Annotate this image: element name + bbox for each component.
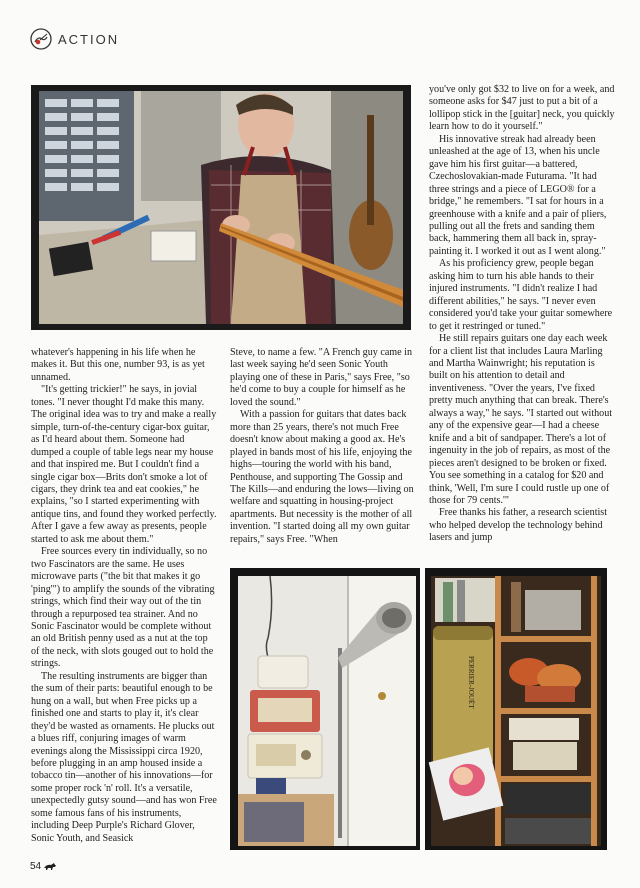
article-column-middle — [230, 347, 416, 546]
animal-silhouette-icon — [43, 862, 57, 871]
workshop-photo — [31, 85, 411, 330]
article-column-right-top — [429, 84, 615, 545]
paragraph: Free thanks his father, a research scientist who helped develop the technology behind lasers and jump — [429, 507, 608, 544]
paragraph: whatever's happening in his life when he makes it. But this one, number 93, is as yet unnamed. — [31, 347, 205, 383]
article-column-left — [31, 347, 217, 845]
gramophone-horn-photo — [230, 568, 420, 850]
paragraph: Free sources every tin individually, so no two Fascinators are the same. He uses microwave parts ("the bit that makes it go 'ping'") to amplify the sounds of the vibrating strings, which find their way out of the tin through a repurposed tea strainer. And no Sonic Fascinator would be complete without an old British penny used as a nut at the top of the neck, with slots gouged out to hold the strings. — [31, 546, 215, 670]
paragraph: With a passion for guitars that dates back more than 25 years, there's not much Free doesn't know about making a good ax. He's played in bands most of his life, enjoying the highs—touring the world with his band, Penthouse, and supporting The Gossip and The Kills—and enduring the lows—living on welfare and squatting in housing-project apartments. But necessity is the mother of all invention. "I started doing all my own guitar repairs," says Free. "When — [230, 409, 414, 545]
page-footer — [30, 861, 57, 872]
paragraph: Steve, to name a few. "A French guy came in last week saying he'd seen Sonic Youth playing one of these in Paris," says Free, "so he'd come to buy a couple for himself as he loved the sound." — [230, 347, 413, 408]
paragraph: He still repairs guitars one day each week for a client list that includes Laura Marling and Martha Wainwright; his reputation is built on his attention to detail and inventiveness. "Over the years, I've fixed pretty much anything that can break. There's always a way," he says. "I started out without any of the expensive gear—I had a cheese knife and a bit of sandpaper. There's a lot of ingenuity in the job of repairs, as most of the pieces aren't designed to be broken or fixed. You see something in a catalog for $20 and think, 'Well, I'm sure I could rustle up one of those for 79 cents.'" — [429, 333, 613, 506]
section-label: ACTION — [58, 31, 120, 47]
tin-shelf-photo — [425, 568, 607, 850]
tin-brand-text: PERRIER-JOUËT — [467, 656, 475, 709]
paragraph: "It's getting trickier!" he says, in jovial tones. "I never thought I'd make this many. The original idea was to try and make a really simple, turn-of-the-century cigar-box guitar, as I'd heard about them. Someone had dumped a couple of table legs near my house and that inspired me. But I couldn't find a single cigar box—Brits don't smoke a lot of cigars, they drink tea and eat cookies," he explains, "so I started experimenting with antique tins, and found they worked perfectly. After I gave a few away as presents, people started to ask me about them." — [31, 384, 217, 545]
section-header — [30, 27, 119, 51]
paragraph: The resulting instruments are bigger than the sum of their parts: beautiful enough to be hung on a wall, but when Free picks up a finished one and starts to play it, it's clear they'd be wasted as ornaments. He plucks out a blues riff, conjuring images of warm evenings along the Mississippi circa 1920, before plugging in an amp housed inside a tobacco tin—another of his innovations—for some proper rock 'n' roll. It's a versatile, unexpectedly gutsy sound—and has won Free some famous fans of his instruments, including Deep Purple's Richard Glover, Sonic Youth, and Seasick — [31, 670, 217, 844]
guitar-emblem-icon — [30, 28, 52, 50]
paragraph: His innovative streak had already been unleashed at the age of 13, when his uncle gave him his first guitar—a battered, Czechoslovakian-made Futurama. "It had three strings and a piece of LEGO® for a bridge," he remembers. "I sat for hours in a greenhouse with a knife and a pair of pliers, pulling out all the frets and sanding them back, hammering them all back in, spray-painting it. I worked it out as I went along." — [429, 133, 607, 257]
paragraph: As his proficiency grew, people began asking him to turn his able hands to their injured instruments. "I didn't realize I had different abilities," he says. "I never even considered you'd take your guitar somewhere to get it restringed or tuned." — [429, 258, 613, 332]
paragraph: you've only got $32 to live on for a week, and someone asks for $47 just to put a bit of a lollipop stick in the [guitar] neck, you quickly learn how to do it yourself." — [429, 84, 615, 133]
page-number: 54 — [30, 861, 42, 872]
